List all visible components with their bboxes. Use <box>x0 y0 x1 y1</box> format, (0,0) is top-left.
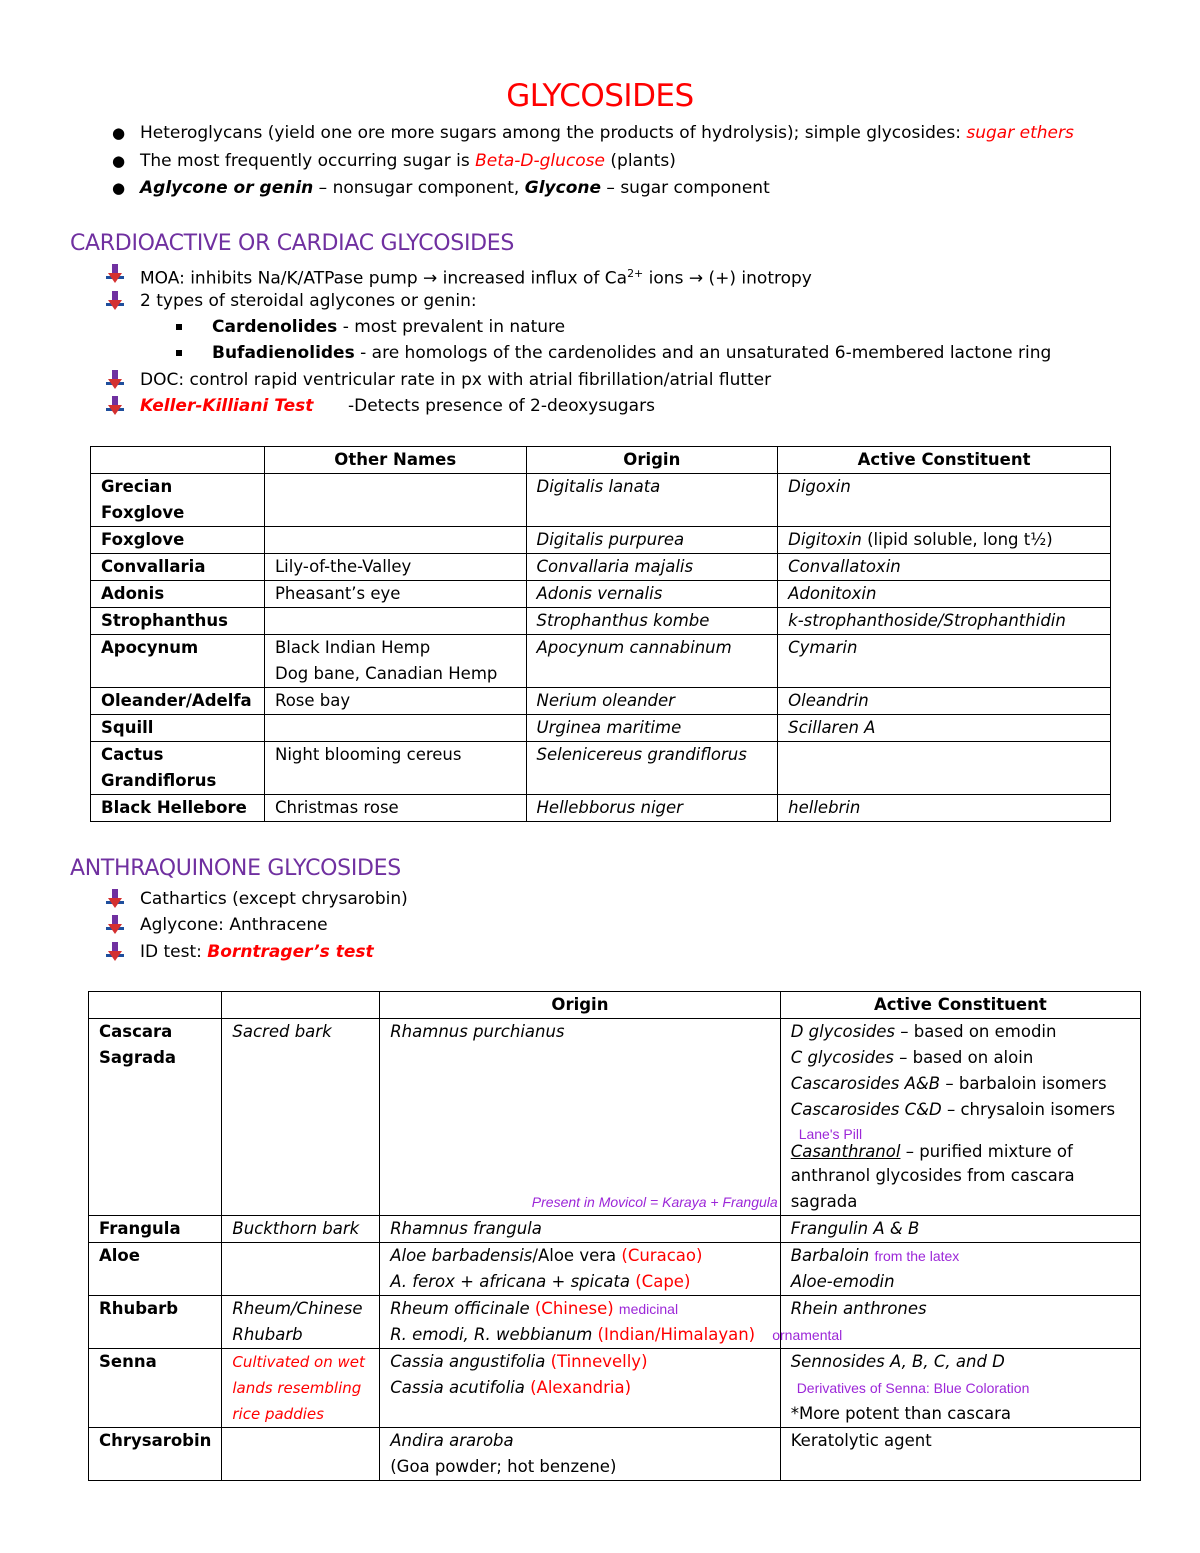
active-cell: Frangulin A & B <box>780 1216 1140 1243</box>
active-cell: hellebrin <box>778 795 1111 822</box>
common-name-cell <box>222 1243 380 1296</box>
table-row <box>89 1349 1141 1428</box>
active-name: C glycosides <box>790 1048 894 1067</box>
handwritten-note: medicinal <box>618 1301 679 1317</box>
active-name: Barbaloin <box>790 1246 870 1265</box>
active-name: D glycosides <box>790 1022 896 1041</box>
active-name: Sennosides A, B, C, and D <box>790 1352 1005 1371</box>
table-row <box>89 1216 1141 1243</box>
row-name: Chrysarobin <box>89 1428 222 1481</box>
table-row <box>91 581 1111 608</box>
row-name: Black Hellebore <box>91 795 265 822</box>
intro-highlight: sugar ethers <box>966 123 1074 143</box>
header-cell: Other Names <box>264 447 526 474</box>
row-name: Apocynum <box>91 635 265 688</box>
row-name: Convallaria <box>91 554 265 581</box>
moa-text: MOA: inhibits Na/K/ATPase pump <box>140 268 424 289</box>
origin-text: Aloe barbadensis <box>390 1246 533 1265</box>
down-arrow-bullet-icon <box>106 291 124 311</box>
cardiac-table <box>90 446 1111 822</box>
bullet-text: ID test: <box>140 942 208 962</box>
moa-text: increased influx of Ca <box>437 268 628 289</box>
origin-cell: Selenicereus grandiflorus <box>526 742 778 795</box>
moa-text: ions <box>643 268 689 289</box>
active-name: Digitoxin <box>788 530 862 549</box>
origin-text: Cassia angustifolia <box>390 1352 551 1371</box>
intro-term: Aglycone or genin <box>140 178 314 198</box>
other-names-cell: Night blooming cereus <box>264 742 526 795</box>
handwritten-note: from the latex <box>874 1248 960 1264</box>
other-names-cell: Lily-of-the-Valley <box>264 554 526 581</box>
test-name: Borntrager’s test <box>207 942 374 962</box>
common-name-line: Cultivated on wet <box>232 1353 365 1371</box>
active-name: Casanthranol <box>790 1142 901 1161</box>
row-name: Rhubarb <box>89 1296 222 1349</box>
active-desc: *More potent than cascara <box>790 1404 1012 1423</box>
header-cell: Origin <box>380 992 780 1019</box>
section-heading-anthraquinone: ANTHRAQUINONE GLYCOSIDES <box>70 856 401 881</box>
down-arrow-bullet-icon <box>106 915 124 935</box>
origin-text: Andira araroba <box>390 1431 514 1450</box>
row-name-line: Sagrada <box>99 1048 177 1067</box>
other-names-cell <box>264 608 526 635</box>
anthraquinone-table <box>88 991 1141 1481</box>
table-row <box>89 1243 1141 1296</box>
row-name: Adonis <box>91 581 265 608</box>
common-name-cell: Buckthorn bark <box>222 1216 380 1243</box>
right-arrow-icon: → <box>688 268 704 289</box>
active-cell <box>778 742 1111 795</box>
table-row <box>91 715 1111 742</box>
header-cell <box>222 992 380 1019</box>
row-name: Senna <box>89 1349 222 1428</box>
handwritten-note: Derivatives of Senna: Blue Coloration <box>796 1380 1030 1396</box>
bullet-text: Cathartics (except chrysarobin) <box>140 889 408 909</box>
origin-cell: Apocynum cannabinum <box>526 635 778 688</box>
table-row <box>89 1428 1141 1481</box>
other-names-cell <box>264 474 526 527</box>
active-cell: Rhein anthrones <box>780 1296 1140 1349</box>
active-cell <box>778 527 1111 554</box>
down-arrow-bullet-icon <box>106 370 124 390</box>
table-row <box>91 608 1111 635</box>
header-cell: Active Constituent <box>778 447 1111 474</box>
bullet-text: Aglycone: Anthracene <box>140 915 328 935</box>
row-name <box>91 742 265 795</box>
page-title: GLYCOSIDES <box>506 78 694 114</box>
table-row <box>89 1019 1141 1216</box>
origin-text: (Goa powder; hot benzene) <box>390 1457 617 1476</box>
active-cell: Digoxin <box>778 474 1111 527</box>
table-row <box>91 688 1111 715</box>
active-desc: – purified mixture of <box>900 1142 1073 1161</box>
term: Bufadienolides <box>212 343 355 363</box>
test-name: Keller-Killiani Test <box>140 396 314 416</box>
intro-text: (plants) <box>605 151 676 171</box>
table-row <box>89 1296 1141 1349</box>
common-name-line: Rhubarb <box>232 1325 303 1344</box>
other-names-cell <box>264 527 526 554</box>
active-desc: – chrysaloin isomers <box>941 1100 1116 1119</box>
origin-text: Rheum officinale <box>390 1299 535 1318</box>
table-row <box>91 635 1111 688</box>
active-cell: Adonitoxin <box>778 581 1111 608</box>
active-extra: (lipid soluble, long t½) <box>861 530 1053 549</box>
handwritten-note: Lane's Pill <box>798 1126 863 1142</box>
test-desc: -Detects presence of 2-deoxysugars <box>348 396 655 416</box>
active-desc: – based on emodin <box>895 1022 1057 1041</box>
common-name-cell <box>222 1428 380 1481</box>
row-name: Strophanthus <box>91 608 265 635</box>
active-cell <box>780 1019 1140 1216</box>
origin-cell <box>380 1243 780 1296</box>
intro-text: – sugar component <box>601 178 770 198</box>
table-header-row <box>89 992 1141 1019</box>
origin-region: (Cape) <box>635 1272 691 1291</box>
origin-cell: Digitalis purpurea <box>526 527 778 554</box>
header-cell: Origin <box>526 447 778 474</box>
origin-region: (Alexandria) <box>530 1378 632 1397</box>
other-names-cell: Rose bay <box>264 688 526 715</box>
origin-cell <box>380 1019 780 1216</box>
other-names-cell <box>264 715 526 742</box>
term-desc: - most prevalent in nature <box>337 317 566 337</box>
other-names-cell <box>264 635 526 688</box>
table-header-row <box>91 447 1111 474</box>
common-name-cell <box>222 1349 380 1428</box>
table-row <box>91 795 1111 822</box>
common-name-line: rice paddies <box>232 1405 324 1423</box>
row-name: Aloe <box>89 1243 222 1296</box>
header-cell <box>89 992 222 1019</box>
origin-region: (Tinnevelly) <box>550 1352 648 1371</box>
row-name: Squill <box>91 715 265 742</box>
other-name-line: Dog bane, Canadian Hemp <box>274 664 498 683</box>
types-text: 2 types of steroidal aglycones or genin: <box>140 291 477 311</box>
right-arrow-icon: → <box>423 268 438 289</box>
origin-cell: Nerium oleander <box>526 688 778 715</box>
active-desc: – barbaloin isomers <box>940 1074 1107 1093</box>
other-names-cell: Christmas rose <box>264 795 526 822</box>
active-cell: Convallatoxin <box>778 554 1111 581</box>
origin-cell: Strophanthus kombe <box>526 608 778 635</box>
doc-text: DOC: control rapid ventricular rate in px with atrial fibrillation/atrial flutter <box>140 370 772 390</box>
handwritten-note: Present in Movicol = Karaya + Frangula <box>531 1194 778 1210</box>
origin-cell: Convallaria majalis <box>526 554 778 581</box>
square-bullet-icon <box>176 350 182 356</box>
moa-text: (+) inotropy <box>703 268 812 289</box>
active-cell: Oleandrin <box>778 688 1111 715</box>
table-row <box>91 742 1111 795</box>
origin-cell: Urginea maritime <box>526 715 778 742</box>
handwritten-note: ornamental <box>772 1327 843 1343</box>
bullet-dot-icon: ● <box>112 179 126 197</box>
section-heading-cardiac: CARDIOACTIVE OR CARDIAC GLYCOSIDES <box>70 231 515 256</box>
common-name-cell: Sacred bark <box>222 1019 380 1216</box>
table-row <box>91 474 1111 527</box>
origin-text: A. ferox + africana + spicata <box>390 1272 636 1291</box>
origin-text: Cassia acutifolia <box>390 1378 531 1397</box>
square-bullet-icon <box>176 324 182 330</box>
down-arrow-bullet-icon <box>106 264 124 284</box>
origin-text: Rhamnus purchianus <box>390 1022 565 1041</box>
intro-text: The most frequently occurring sugar is <box>140 151 476 171</box>
row-name: Grecian Foxglove <box>91 474 265 527</box>
header-cell <box>91 447 265 474</box>
active-name: Cascarosides A&B <box>790 1074 941 1093</box>
bullet-dot-icon: ● <box>112 152 126 170</box>
active-name: Aloe-emodin <box>790 1272 895 1291</box>
common-name-cell <box>222 1296 380 1349</box>
intro-highlight: Beta-D-glucose <box>475 151 605 171</box>
other-names-cell: Pheasant’s eye <box>264 581 526 608</box>
active-cell <box>780 1349 1140 1428</box>
intro-term: Glycone <box>524 178 602 198</box>
term: Cardenolides <box>212 317 338 337</box>
row-name: Foxglove <box>91 527 265 554</box>
row-name: Frangula <box>89 1216 222 1243</box>
active-cell: Cymarin <box>778 635 1111 688</box>
active-name: Cascarosides C&D <box>790 1100 942 1119</box>
origin-text: R. emodi, R. webbianum <box>390 1325 598 1344</box>
down-arrow-bullet-icon <box>106 942 124 962</box>
row-name: Oleander/Adelfa <box>91 688 265 715</box>
down-arrow-bullet-icon <box>106 889 124 909</box>
origin-cell: Hellebborus niger <box>526 795 778 822</box>
origin-cell: Adonis vernalis <box>526 581 778 608</box>
common-name-line: lands resembling <box>232 1379 362 1397</box>
origin-region: (Indian/Himalayan) <box>597 1325 756 1344</box>
active-cell: k-strophanthoside/Strophanthidin <box>778 608 1111 635</box>
origin-cell <box>380 1428 780 1481</box>
row-name-line: Cascara <box>99 1022 173 1041</box>
active-cell <box>780 1243 1140 1296</box>
intro-text: Heteroglycans (yield one ore more sugars among the products of hydrolysis); simple glycosides: <box>140 123 967 143</box>
origin-region: (Curacao) <box>621 1246 703 1265</box>
bullet-dot-icon: ● <box>112 124 126 142</box>
origin-region: (Chinese) <box>534 1299 614 1318</box>
intro-text: – nonsugar component, <box>313 178 525 198</box>
other-name-line: Black Indian Hemp <box>274 638 431 657</box>
active-cell: Scillaren A <box>778 715 1111 742</box>
origin-cell: Digitalis lanata <box>526 474 778 527</box>
active-desc: anthranol glycosides from cascara sagrada <box>790 1166 1075 1211</box>
down-arrow-bullet-icon <box>106 396 124 416</box>
origin-cell <box>380 1296 843 1349</box>
active-desc: – based on aloin <box>893 1048 1034 1067</box>
active-cell: Keratolytic agent <box>780 1428 1140 1481</box>
common-name-line: Rheum/Chinese <box>232 1299 363 1318</box>
row-name-line: Cactus <box>101 745 164 764</box>
term-desc: - are homologs of the cardenolides and an unsaturated 6-membered lactone ring <box>354 343 1052 363</box>
table-row <box>91 554 1111 581</box>
row-name <box>89 1019 222 1216</box>
row-name-line: Grandiflorus <box>101 771 217 790</box>
origin-text: /Aloe vera <box>532 1246 622 1265</box>
moa-superscript: 2+ <box>627 267 644 280</box>
header-cell: Active Constituent <box>780 992 1140 1019</box>
origin-cell: Rhamnus frangula <box>380 1216 780 1243</box>
origin-cell <box>380 1349 780 1428</box>
table-row <box>91 527 1111 554</box>
